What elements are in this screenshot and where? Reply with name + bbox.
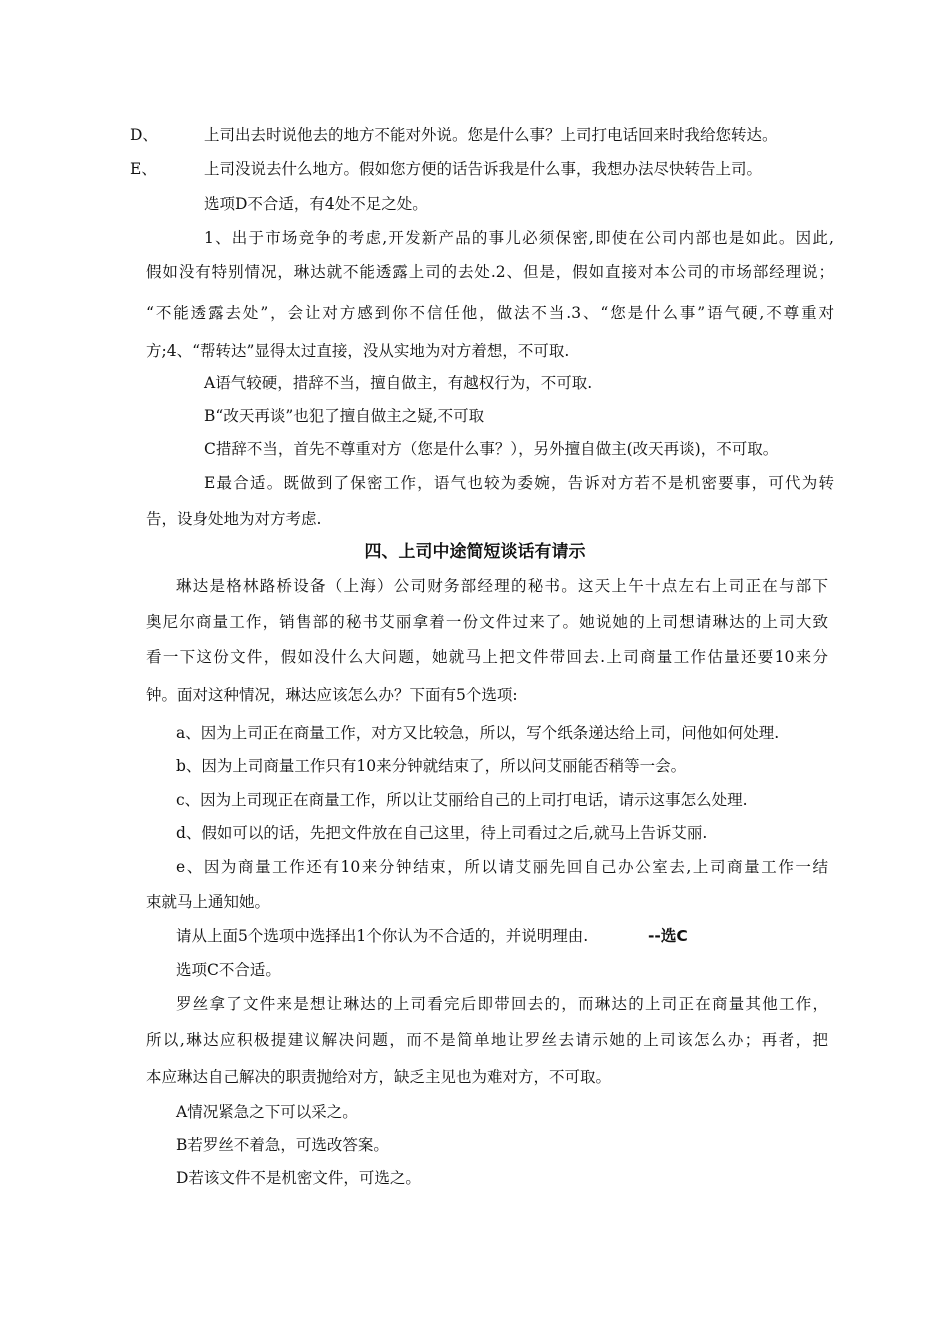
reason-line: 本应琳达自己解决的职责抛给对方，缺乏主见也为难对方，不可取。 <box>146 1068 612 1086</box>
option-item-b: b、因为上司商量工作只有10来分钟就结束了，所以问艾丽能否稍等一会。 <box>176 757 687 775</box>
analysis-line: 方;4、“帮转达”显得太过直接，没从实地为对方着想，不可取. <box>146 342 570 360</box>
analysis-line: 假如没有特别情况，琳达就不能透露上司的去处.2、但是，假如直接对本公司的市场部经理说； <box>146 263 834 281</box>
intro-line: 看一下这份文件，假如没什么大问题，她就马上把文件带回去.上司商量工作估量还要10来分 <box>146 648 828 666</box>
option-item-e-line: e、因为商量工作还有10来分钟结束，所以请艾丽先回自己办公室去,上司商量工作一结 <box>176 858 828 876</box>
comment-c: C措辞不当，首先不尊重对方（您是什么事？），另外擅自做主(改天再谈)，不可取。 <box>204 440 779 458</box>
question-text: 请从上面5个选项中选择出1个你认为不合适的，并说明理由. <box>176 927 589 945</box>
comment-a: A语气较硬，措辞不当，擅自做主，有越权行为，不可取. <box>204 374 593 392</box>
comment-b: B“改天再谈”也犯了擅自做主之疑,不可取 <box>204 407 485 425</box>
reason-line: 所以,琳达应积极提建议解决问题，而不是简单地让罗丝去请示她的上司该怎么办；再者，把 <box>146 1031 828 1049</box>
comment-d-2: D若该文件不是机密文件，可选之。 <box>176 1169 421 1187</box>
option-d-text: 上司出去时说他去的地方不能对外说。您是什么事？上司打电话回来时我给您转达。 <box>204 126 778 144</box>
option-e-text: 上司没说去什么地方。假如您方便的话告诉我是什么事，我想办法尽快转告上司。 <box>204 160 763 178</box>
section-heading: 四、上司中途简短谈话有请示 <box>364 542 586 562</box>
comment-e-line: 告，设身处地为对方考虑. <box>146 510 322 528</box>
option-item-c: c、因为上司现正在商量工作，所以让艾丽给自己的上司打电话，请示这事怎么处理. <box>176 791 748 809</box>
intro-line: 琳达是格林路桥设备（上海）公司财务部经理的秘书。这天上午十点左右上司正在与部下 <box>176 577 828 595</box>
analysis-line: 1、出于市场竞争的考虑,开发新产品的事儿必须保密,即使在公司内部也是如此。因此, <box>204 229 834 247</box>
comment-e-line: E最合适。既做到了保密工作，语气也较为委婉，告诉对方若不是机密要事，可代为转 <box>204 474 834 492</box>
intro-line: 钟。面对这种情况，琳达应该怎么办？下面有5个选项: <box>146 686 518 704</box>
analysis-line: “不能透露去处”，会让对方感到你不信任他，做法不当.3、“您是什么事”语气硬,不尊重对 <box>146 304 834 322</box>
verdict-option-c: 选项C不合适。 <box>176 961 281 979</box>
verdict-option-d: 选项D不合适，有4处不足之处。 <box>204 195 428 213</box>
intro-line: 奥尼尔商量工作，销售部的秘书艾丽拿着一份文件过来了。她说她的上司想请琳达的上司大致 <box>146 613 828 631</box>
reason-line: 罗丝拿了文件来是想让琳达的上司看完后即带回去的，而琳达的上司正在商量其他工作， <box>176 995 828 1013</box>
option-e-label: E、 <box>130 160 157 178</box>
option-item-d: d、假如可以的话，先把文件放在自己这里，待上司看过之后,就马上告诉艾丽. <box>176 824 708 842</box>
answer-text: --选C <box>648 927 688 945</box>
option-item-a: a、因为上司正在商量工作，对方又比较急，所以，写个纸条递达给上司，问他如何处理. <box>176 724 780 742</box>
option-item-e-line: 束就马上通知她。 <box>146 893 271 911</box>
comment-a-2: A情况紧急之下可以采之。 <box>176 1103 358 1121</box>
option-d-label: D、 <box>130 126 158 144</box>
comment-b-2: B若罗丝不着急，可选改答案。 <box>176 1136 389 1154</box>
